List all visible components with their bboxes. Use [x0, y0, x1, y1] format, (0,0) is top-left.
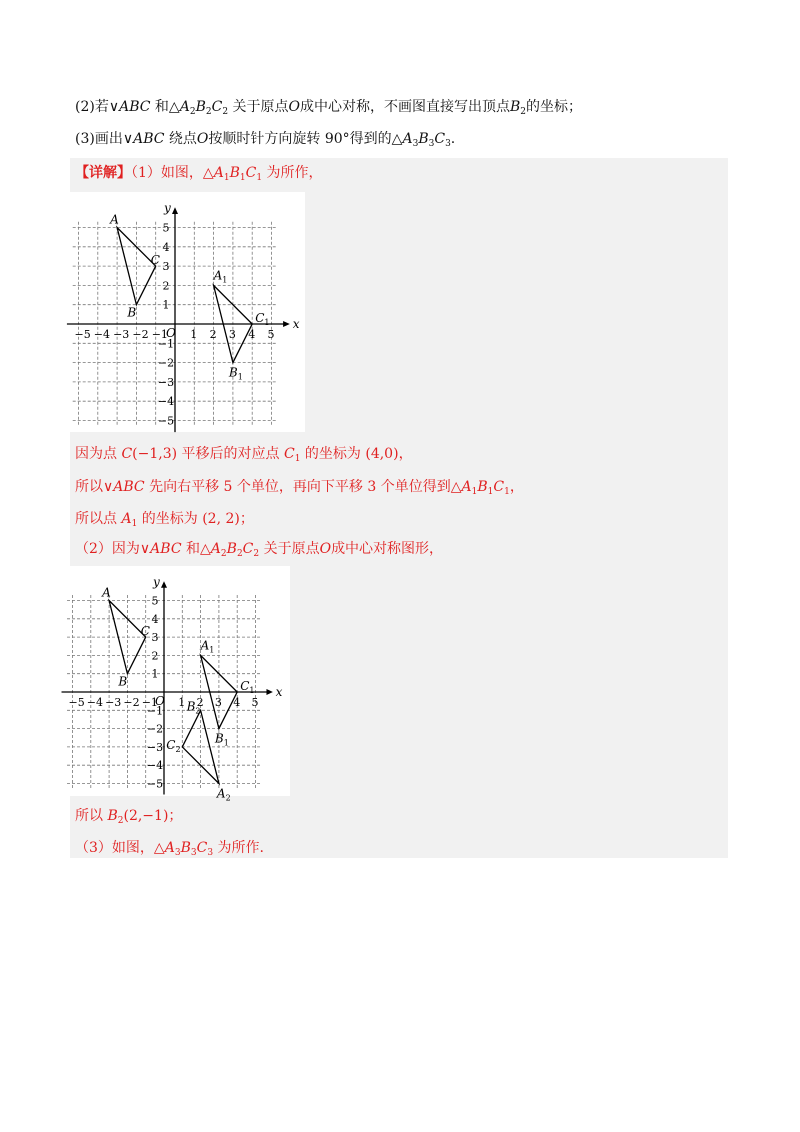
y-tick-label: −4: [146, 759, 164, 773]
q2-text: 和: [150, 99, 169, 115]
answer-line-so: [75, 477, 524, 502]
x-tick-label: 1: [190, 328, 198, 341]
q2-sub: 2: [205, 107, 212, 117]
a1-var: B: [229, 165, 240, 181]
answer-part2: [75, 539, 443, 564]
q3-sub: 3: [445, 139, 451, 149]
point-label-subscript: 1: [222, 275, 228, 285]
point-label-subscript: 2: [195, 706, 201, 716]
a-text: 的坐标为: [137, 511, 203, 527]
a-coord: (2, 2): [202, 511, 240, 527]
x-tick-label: 4: [248, 328, 256, 341]
a-sub: 3: [207, 848, 214, 858]
a-coord: (2,−1): [123, 808, 169, 824]
a-sub: 1: [294, 454, 301, 464]
a1-text: 为所作，: [262, 165, 323, 181]
a-sub: 1: [487, 487, 494, 497]
x-tick-label: −2: [123, 696, 140, 709]
x-tick-label: 4: [233, 696, 241, 709]
q2-var: O: [288, 99, 300, 115]
a-abc: ABC: [150, 541, 182, 557]
q2-text: 的坐标；: [526, 99, 583, 115]
q2-text: 成中心对称，不画图直接写出顶点: [299, 99, 510, 115]
y-axis-arrow-icon: [172, 207, 178, 214]
q3-abc: ABC: [133, 131, 165, 147]
y-tick-label: 1: [151, 667, 159, 681]
q3-sub: 3: [428, 139, 435, 149]
a-text: 因为点: [75, 446, 122, 462]
y-tick-label: 3: [162, 260, 170, 274]
a1-sub: 1: [223, 173, 230, 183]
x-tick-label: −3: [105, 696, 122, 709]
q2-sub: 2: [189, 107, 196, 117]
a-var: B: [226, 541, 237, 557]
a-text: 成中心对称图形，: [331, 541, 444, 557]
point-label-b: B: [127, 305, 137, 320]
a-var: B: [107, 808, 118, 824]
x-tick-label: 5: [251, 696, 259, 709]
x-tick-label: −5: [74, 328, 91, 341]
a-var: B: [180, 840, 191, 856]
q3-text: (3)画出: [75, 131, 123, 147]
origin-label: O: [166, 326, 176, 340]
point-label-subscript: 1: [237, 372, 243, 382]
y-tick-label: 5: [162, 221, 170, 235]
a-sub: 2: [253, 549, 260, 559]
y-tick-label: −3: [146, 740, 164, 754]
x-tick-label: −3: [113, 328, 130, 341]
point-label-subscript: 1: [249, 686, 255, 695]
y-tick-label: −1: [157, 337, 175, 351]
q2-var: B: [195, 99, 206, 115]
triangle-symbol: △: [168, 99, 180, 115]
a-text: （2）因为: [75, 541, 140, 557]
q3-var: O: [196, 131, 209, 147]
point-label-c1: $C_1$: [255, 311, 270, 327]
q3-text: 按顺时针方向旋转 90°得到的: [208, 131, 392, 147]
a-text: 为所作.: [213, 840, 264, 856]
a-var: C: [284, 446, 295, 462]
a1-var: C: [245, 165, 257, 181]
point-label-subscript: 1: [223, 738, 229, 748]
a-sub: 2: [220, 549, 227, 559]
answer-part3: [75, 838, 264, 863]
triangle-symbol: △: [450, 479, 462, 495]
a-var: C: [242, 541, 254, 557]
point-label-subscript: 1: [264, 318, 270, 327]
a-text: 所以点: [75, 511, 122, 527]
q2-var: A: [179, 99, 190, 115]
a-sub: 2: [236, 549, 243, 559]
a-text: ，: [509, 479, 524, 495]
y-tick-label: −1: [146, 704, 164, 718]
vee-symbol: ∨: [139, 541, 151, 557]
y-tick-label: 5: [151, 594, 159, 608]
y-axis-arrow-icon: [161, 581, 167, 587]
x-tick-label: −1: [151, 328, 168, 341]
point-label-subscript: 1: [209, 645, 215, 655]
a-sub: 3: [190, 848, 197, 858]
a1-sub: 1: [239, 173, 246, 183]
a-abc: ABC: [113, 479, 145, 495]
answer-part1-intro: [75, 163, 323, 188]
answer-line-so2: [75, 509, 254, 534]
x-tick-label: −4: [93, 328, 111, 341]
vee-symbol: ∨: [103, 479, 114, 495]
y-axis-label: y: [153, 575, 160, 590]
y-tick-label: 1: [162, 298, 170, 312]
y-tick-label: 2: [151, 649, 159, 663]
y-tick-label: 3: [151, 631, 159, 645]
q3-var: B: [418, 131, 429, 147]
point-label-c2: $C_2$: [166, 737, 181, 754]
point-label-b: B: [118, 674, 128, 689]
answer-part2-result: [75, 806, 182, 831]
x-tick-label: 3: [214, 696, 222, 709]
a-text: （3）如图，: [75, 840, 154, 856]
point-label-a1: $A_1$: [200, 638, 215, 655]
answer-label: 【详解】: [75, 165, 131, 181]
a-var: A: [461, 479, 472, 495]
x-axis-arrow-icon: [266, 689, 272, 695]
x-axis-arrow-icon: [283, 321, 290, 327]
question-2: [75, 97, 582, 122]
a-text: ；: [168, 808, 183, 824]
x-tick-label: 2: [209, 328, 217, 341]
q3-var: A: [402, 131, 413, 147]
a-var: B: [477, 479, 488, 495]
triangle-symbol: △: [153, 840, 165, 856]
q2-var: C: [211, 99, 223, 115]
x-tick-label: 2: [196, 696, 204, 709]
x-tick-label: −2: [132, 328, 149, 341]
a-text: 关于原点: [259, 541, 320, 557]
triangle-symbol: △: [391, 131, 403, 147]
a-text: ，: [398, 446, 413, 462]
question-3: [75, 129, 455, 154]
x-tick-label: −1: [141, 696, 158, 709]
a-var: A: [164, 840, 175, 856]
a-coord: (4,0): [365, 446, 399, 462]
a-var: A: [210, 541, 221, 557]
q2-abc: ABC: [119, 99, 151, 115]
a-coord: (−1,3): [132, 446, 178, 462]
triangle-symbol: △: [200, 541, 211, 557]
y-tick-label: −5: [146, 777, 164, 791]
a-var: C: [196, 840, 208, 856]
a-sub: 1: [471, 487, 478, 497]
x-tick-label: 1: [178, 696, 186, 709]
x-tick-label: 3: [228, 328, 236, 341]
y-tick-label: −2: [157, 356, 175, 370]
y-tick-label: 4: [162, 240, 170, 254]
a-text: 平移后的对应点: [177, 446, 284, 462]
a-text: ；: [239, 511, 254, 527]
a-sub: 3: [174, 848, 181, 858]
point-label-a1: $A_1$: [213, 268, 228, 285]
q3-text: 绕点: [164, 131, 197, 147]
y-tick-label: −2: [146, 722, 164, 736]
a-text: 和: [181, 541, 200, 557]
q2-sub: 2: [520, 107, 527, 117]
answer-line-because: [75, 444, 413, 469]
vee-symbol: ∨: [122, 131, 134, 147]
q3-sub: 3: [412, 139, 419, 149]
q2-sub: 2: [222, 107, 229, 117]
y-tick-label: 4: [151, 612, 159, 626]
point-label-subscript: 2: [175, 744, 181, 754]
x-axis-label: x: [275, 685, 283, 699]
y-tick-label: 2: [162, 279, 170, 293]
a-sub: 1: [504, 487, 510, 497]
a-text: 的坐标为: [300, 446, 366, 462]
y-axis-label: y: [164, 201, 171, 216]
a-text: 先向右平移 5 个单位，再向下平移 3 个单位得到: [144, 479, 451, 495]
y-tick-label: −3: [157, 375, 175, 389]
a1-var: A: [213, 165, 224, 181]
a-var: O: [319, 541, 332, 557]
point-label-b1: $B_1$: [214, 731, 229, 748]
a-text: 所以: [75, 808, 108, 824]
vee-symbol: ∨: [108, 99, 120, 115]
point-label-subscript: 2: [225, 793, 231, 803]
origin-label: O: [155, 694, 165, 708]
point-label-a2: $A_2$: [216, 786, 231, 803]
x-tick-label: 5: [267, 328, 275, 341]
point-label-c: C: [150, 253, 160, 268]
figure-1: [70, 192, 305, 432]
q2-var: B: [509, 99, 521, 115]
x-tick-label: −5: [68, 696, 85, 709]
q2-text: (2)若: [75, 99, 109, 115]
a1-text: （1）如图，: [131, 165, 203, 181]
a-var: A: [121, 511, 132, 527]
point-label-a: A: [102, 585, 111, 600]
a-sub: 2: [117, 816, 124, 826]
a1-sub: 1: [256, 173, 263, 183]
a-text: 所以: [75, 479, 103, 495]
figure-2: [68, 566, 290, 803]
triangle-symbol: △: [202, 165, 214, 181]
coordinate-grid-2: [68, 566, 290, 803]
x-axis-label: x: [292, 317, 300, 331]
a-var: C: [493, 479, 505, 495]
point-label-b2: $B_2$: [186, 699, 201, 716]
a-sub: 1: [131, 519, 138, 529]
point-label-c1: $C_1$: [240, 679, 255, 695]
y-tick-label: −5: [157, 414, 175, 428]
coordinate-grid-1: [70, 192, 305, 432]
q2-text: 关于原点: [228, 99, 289, 115]
q3-text: .: [450, 131, 456, 147]
point-label-b1: $B_1$: [228, 365, 243, 382]
a-var: C: [121, 446, 133, 462]
point-label-a: A: [110, 212, 119, 227]
q3-var: C: [434, 131, 446, 147]
x-tick-label: −4: [86, 696, 104, 709]
point-label-c: C: [140, 624, 150, 639]
y-tick-label: −4: [157, 395, 175, 409]
